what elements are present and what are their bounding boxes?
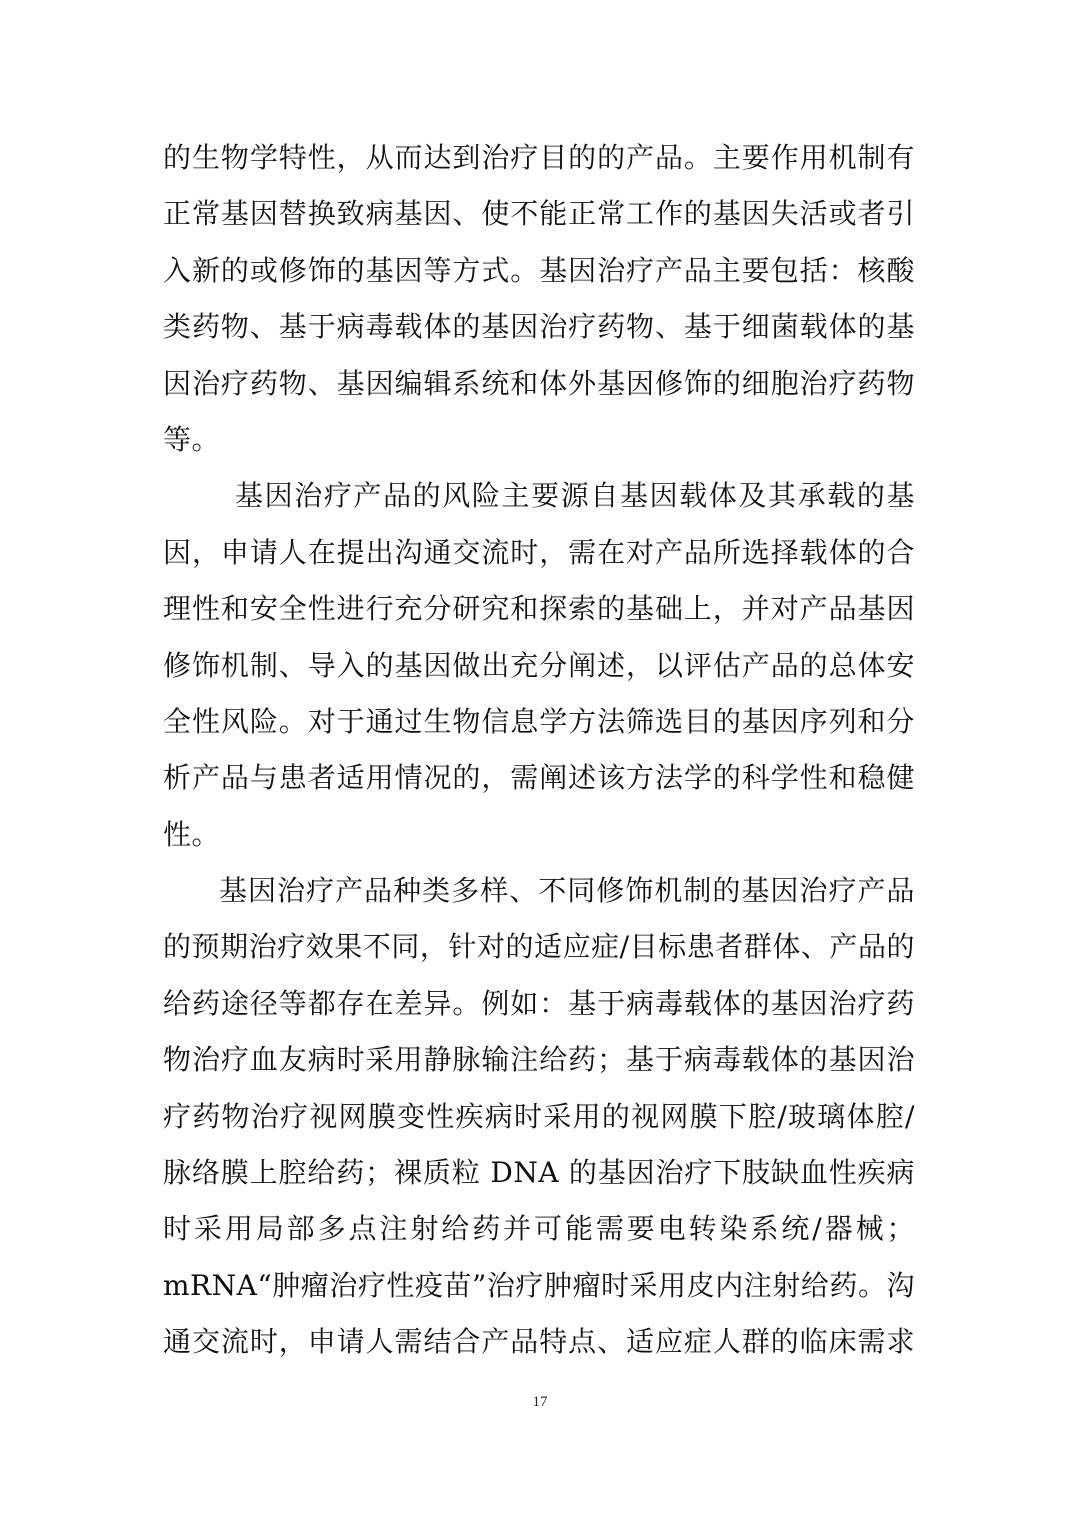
text-line: 性。 <box>163 817 221 851</box>
text-line: 类药物、基于病毒载体的基因治疗药物、基于细菌载体的基 <box>163 310 915 344</box>
text-line: 的预期治疗效果不同，针对的适应症/目标患者群体、产品的 <box>163 930 915 964</box>
text-line: 理性和安全性进行充分研究和探索的基础上，并对产品基因 <box>163 592 915 626</box>
page-number: 17 <box>532 1394 548 1410</box>
paragraph-2 <box>163 468 915 863</box>
text-line: 物治疗血友病时采用静脉输注给药；基于病毒载体的基因治 <box>163 1043 915 1077</box>
text-line: 基因治疗产品的风险主要源自基因载体及其承载的基 <box>235 479 915 513</box>
text-line: 的生物学特性，从而达到治疗目的的产品。主要作用机制有 <box>163 141 915 174</box>
text-line: 因，申请人在提出沟通交流时，需在对产品所选择载体的合 <box>163 535 915 569</box>
text-line: 脉络膜上腔给药；裸质粒 DNA 的基因治疗下肢缺血性疾病 <box>163 1156 915 1190</box>
text-line: 修饰机制、导入的基因做出充分阐述，以评估产品的总体安 <box>163 648 915 682</box>
text-line: 入新的或修饰的基因等方式。基因治疗产品主要包括：核酸 <box>163 253 915 287</box>
paragraph-3 <box>163 863 915 1371</box>
text-line: 基因治疗产品种类多样、不同修饰机制的基因治疗产品 <box>219 874 915 908</box>
text-line: 给药途径等都存在差异。例如：基于病毒载体的基因治疗药 <box>163 986 915 1020</box>
text-line: 因治疗药物、基因编辑系统和体外基因修饰的细胞治疗药物 <box>163 366 915 400</box>
body-text <box>163 130 915 1371</box>
paragraph-1 <box>163 130 915 468</box>
text-line: 析产品与患者适用情况的，需阐述该方法学的科学性和稳健 <box>163 761 915 795</box>
text-line: 等。 <box>163 422 221 456</box>
text-line: 通交流时，申请人需结合产品特点、适应症人群的临床需求 <box>163 1325 915 1359</box>
text-line: 正常基因替换致病基因、使不能正常工作的基因失活或者引 <box>163 197 915 231</box>
text-line: 时采用局部多点注射给药并可能需要电转染系统/器械； <box>163 1212 915 1246</box>
text-line: 全性风险。对于通过生物信息学方法筛选目的基因序列和分 <box>163 704 915 738</box>
text-line: mRNA“肿瘤治疗性疫苗”治疗肿瘤时采用皮内注射给药。沟 <box>163 1268 915 1302</box>
text-line: 疗药物治疗视网膜变性疾病时采用的视网膜下腔/玻璃体腔/ <box>163 1099 915 1133</box>
